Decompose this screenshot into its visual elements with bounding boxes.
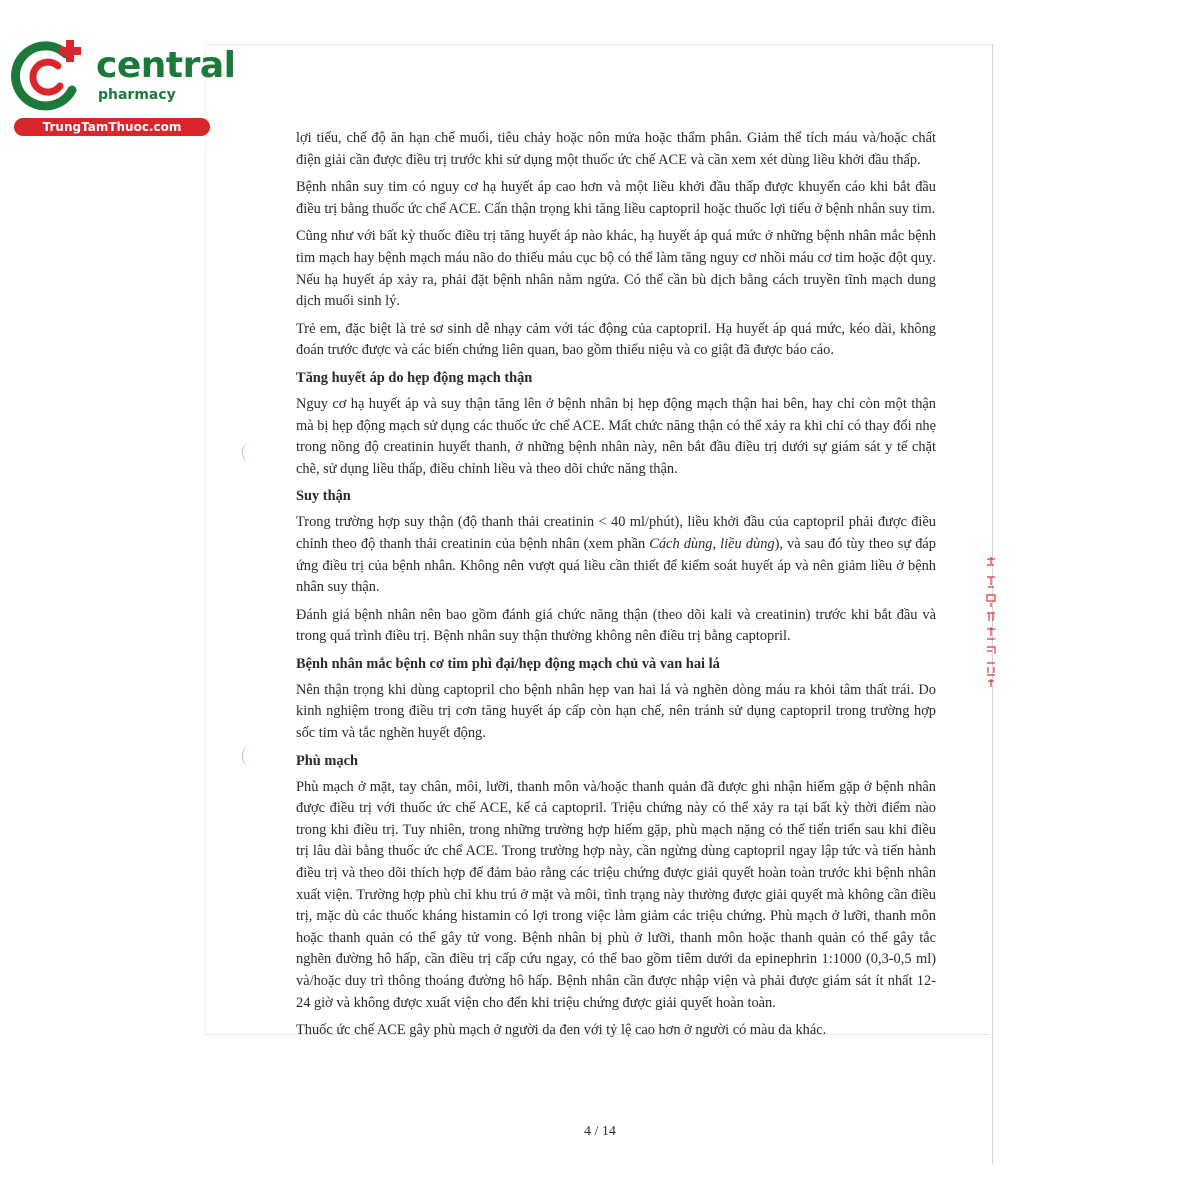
section-heading: Tăng huyết áp do hẹp động mạch thận [296, 369, 533, 386]
section-heading: Bệnh nhân mắc bệnh cơ tim phì đại/hẹp động mạch chủ và van hai lá [296, 655, 720, 672]
paragraph: Bệnh nhân suy tim có nguy cơ hạ huyết áp cao hơn và một liều khởi đầu thấp được khuyến cáo khi bắt đầu điều trị bằng thuốc ức chế ACE. Cẩn thận trọng khi tăng liều captopril hoặc thuốc lợi tiểu ở bệnh nhân suy tim. [296, 179, 936, 217]
paragraph: Nguy cơ hạ huyết áp và suy thận tăng lên ở bệnh nhân bị hẹp động mạch thận hai bên, hay chỉ còn một thận mà bị hẹp động mạch sử dụng các thuốc ức chế ACE. Mất chức năng thận có thể xảy ra khi chỉ có thay đổi nhẹ trong nồng độ creatinin huyết thanh, ở những bệnh nhân này, nên bắt đầu điều trị dưới sự giám sát y tế chặt chẽ, sử dụng liều thấp, điều chỉnh liều và theo dõi chức năng thận. [296, 395, 936, 477]
paragraph: Trẻ em, đặc biệt là trẻ sơ sinh dễ nhạy cảm với tác động của captopril. Hạ huyết áp quá mức, kéo dài, không đoán trước được và các biến chứng liên quan, bao gồm thiểu niệu và co giật đã được báo cáo. [296, 320, 936, 359]
logo-url: TrungTamThuoc.com [14, 118, 210, 136]
text-run: Trong trường hợp suy thận (độ thanh thải creatinin < 40 ml/phút), liều khởi đầu của captopril phải được điều chỉnh theo độ thanh thải creatinin của bệnh nhân (xem phần [296, 514, 936, 552]
paragraph: Nên thận trọng khi dùng captopril cho bệnh nhân hẹp van hai lá và nghẽn dòng máu ra khỏi tâm thất trái. Do kinh nghiệm trong điều trị cơn tăng huyết áp cấp còn hạn chế, nên tránh sử dụng captopril trong trường hợp sốc tim và tắc nghẽn huyết động. [296, 681, 936, 742]
section-heading: Phù mạch [296, 752, 358, 769]
scan-edge-top [205, 44, 995, 45]
section-heading: Suy thận [296, 488, 351, 505]
text-run: ), và sau đó tùy theo sự đáp ứng điều trị của bệnh nhân. Không nên vượt quá liều cần thiết để kiểm soát huyết áp và nên giảm liều ở bệnh nhân suy thận. [296, 535, 936, 596]
punch-hole [242, 443, 257, 463]
document-body [296, 128, 936, 1048]
paragraph: Cũng như với bất kỳ thuốc điều trị tăng huyết áp nào khác, hạ huyết áp quá mức ở những bệnh nhân mắc bệnh tim mạch hay bệnh mạch máu não do thiếu máu cục bộ có thể làm tăng nguy cơ nhồi máu cơ tim hoặc đột quỵ. Nếu hạ huyết áp xảy ra, phải đặt bệnh nhân nằm ngửa. Có thể cần bù dịch bằng cách truyền tĩnh mạch dung dịch muối sinh lý. [296, 228, 936, 310]
logo-title: central [96, 45, 236, 86]
paragraph: Đánh giá bệnh nhân nên bao gồm đánh giá chức năng thận (theo dõi kali và creatinin) trước khi bắt đầu và trong quá trình điều trị. Bệnh nhân suy thận thường không nên điều trị bằng captopril. [296, 606, 936, 645]
approval-stamp [984, 555, 998, 690]
paragraph [296, 512, 936, 598]
paragraph: Phù mạch ở mặt, tay chân, môi, lưỡi, thanh môn và/hoặc thanh quản đã được ghi nhận hiếm gặp ở bệnh nhân được điều trị với thuốc ức chế ACE, kể cả captopril. Triệu chứng này có thể xảy ra tại bất kỳ thời điểm nào trong khi điều trị. Tuy nhiên, trong những trường hợp hiếm gặp, phù mạch nặng có thể tiến triển sau khi điều trị lâu dài bằng thuốc ức chế ACE. Trong trường hợp này, cần ngừng dùng captopril ngay lập tức và tiến hành điều trị và theo dõi thích hợp để đảm bảo rằng các triệu chứng được giải quyết hoàn toàn trước khi bệnh nhân xuất viện. Trường hợp phù chỉ khu trú ở mặt và môi, tình trạng này thường được giải quyết mà không cần điều trị, mặc dù các thuốc kháng histamin có lợi trong việc làm giảm các triệu chứng. Phù mạch ở lưỡi, thanh môn hoặc thanh quản có thể gây tử vong. Bệnh nhân bị phù ở lưỡi, thanh môn hoặc thanh quản có thể gây tắc nghẽn đường hô hấp, cần điều trị cấp cứu ngay, có thể bao gồm tiêm dưới da epinephrin 1:1000 (0,3-0,5 ml) và/hoặc duy trì thông thoáng đường hô hấp. Bệnh nhân cần được nhập viện và phải được giám sát ít nhất 12-24 giờ và không được xuất viện cho đến khi triệu chứng được giải quyết hoàn toàn. [296, 778, 936, 1011]
paragraph: lợi tiểu, chế độ ăn hạn chế muối, tiêu chảy hoặc nôn mửa hoặc thẩm phân. Giảm thể tích máu và/hoặc chất điện giải cần được điều trị trước khi sử dụng một thuốc ức chế ACE và cần xem xét dùng liều khởi đầu thấp. [296, 130, 936, 168]
page-number: 4 / 14 [584, 1124, 616, 1139]
logo-subtitle: pharmacy [98, 87, 176, 103]
scan-edge-left [205, 44, 206, 1034]
punch-hole [242, 746, 257, 766]
cross-reference: Cách dùng, liều dùng [649, 535, 775, 552]
pharmacy-logo[interactable] [10, 38, 236, 138]
pharmacy-cross-icon [10, 38, 92, 116]
paragraph: Thuốc ức chế ACE gây phù mạch ở người da đen với tỷ lệ cao hơn ở người có màu da khác. [296, 1022, 827, 1039]
